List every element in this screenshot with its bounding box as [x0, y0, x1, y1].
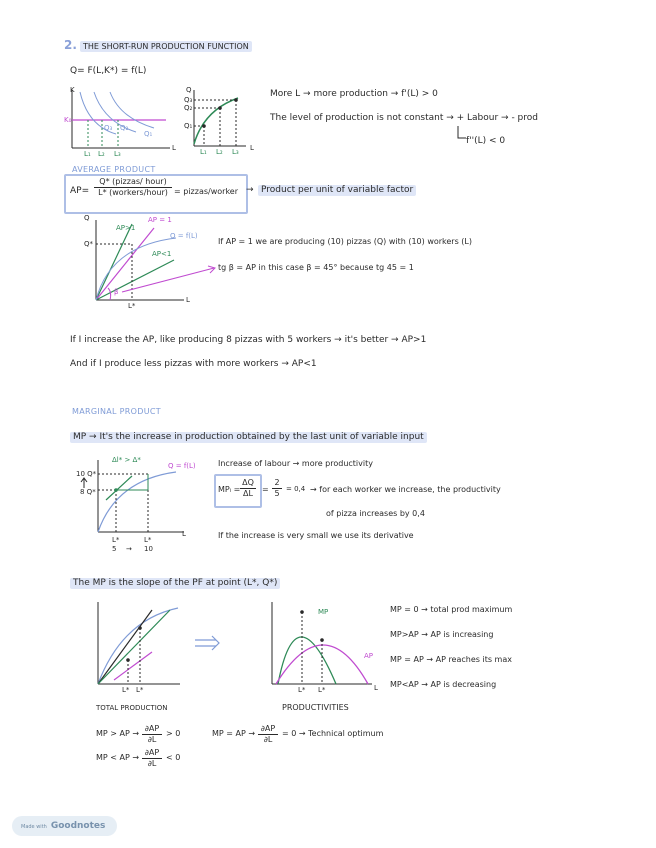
prod-l1: L* — [298, 686, 306, 694]
g1-k-axis: K — [70, 86, 75, 94]
g3-l-axis: L — [186, 296, 190, 304]
mp-example-den: 5 — [274, 489, 280, 498]
section-title: THE SHORT-RUN PRODUCTION FUNCTION — [80, 41, 252, 52]
ap-unit: = pizzas/worker — [174, 187, 238, 196]
deriv3-fraction — [258, 724, 278, 745]
deriv2-rhs: < 0 — [166, 753, 181, 762]
productivities-label: PRODUCTIVITIES — [282, 703, 349, 712]
g2-q2: Q₂ — [184, 104, 193, 112]
deriv3-rhs: = 0 → Technical optimum — [282, 729, 384, 738]
mp-example-num: 2 — [272, 478, 282, 489]
g3-q-axis: Q — [84, 214, 90, 222]
deriv1-lhs: MP > AP → — [96, 729, 140, 738]
ap-meaning: Product per unit of variable factor — [258, 185, 416, 196]
g2-l3: L₃ — [232, 148, 239, 156]
g1-l1: L₁ — [84, 150, 91, 158]
tp-curve — [98, 608, 178, 684]
mp-delta-l: ΔL — [243, 489, 253, 498]
deriv1-num: ∂AP — [142, 724, 162, 735]
g3-q-star: Q* — [84, 240, 94, 248]
g4-l2: L* — [144, 536, 152, 544]
note-more-l: More L → more production → f'(L) > 0 — [270, 89, 438, 99]
mp-delta-fraction — [240, 478, 256, 499]
g1-l-axis: L — [172, 144, 176, 152]
mp-derivative: If the increase is very small we use its derivative — [218, 531, 414, 540]
implies-arrow — [194, 636, 220, 650]
production-formula: Q= F(L,K*) = f(L) — [70, 66, 147, 76]
mp-curve-label: MP — [318, 608, 329, 616]
g1-q1: Q₁ — [144, 130, 153, 138]
ap-example-2: And if I produce less pizzas with more workers → AP<1 — [70, 359, 317, 369]
deriv3-lhs: MP = AP → — [212, 729, 256, 738]
ap-numerator: Q* (pizzas/ hour) — [94, 177, 172, 188]
g3-ap-eq: AP = 1 — [148, 216, 172, 224]
ap-arrow: → — [246, 185, 254, 195]
goodnotes-brand: Goodnotes — [50, 821, 106, 831]
mp-example-fraction — [272, 478, 282, 499]
g4-l-axis: L — [182, 530, 186, 538]
ap-lhs: AP= — [70, 186, 90, 196]
ap-example-1: If I increase the AP, like producing 8 pizzas with 5 workers → it's better → AP>1 — [70, 335, 427, 345]
g3-ap-lt: AP<1 — [152, 250, 172, 258]
g4-q-top: 10 Q* — [76, 470, 97, 478]
tp-l2: L* — [136, 686, 144, 694]
mp-q-curve — [98, 472, 176, 532]
beta-arrow — [120, 266, 218, 296]
note-ap-equals-1: If AP = 1 we are producing (10) pizzas (Q) with (10) workers (L) — [218, 237, 473, 246]
bracket-arrow — [456, 126, 468, 142]
note-second-derivative: f''(L) < 0 — [466, 136, 506, 146]
deriv2-den: ∂L — [147, 759, 157, 768]
pf-curve — [194, 98, 238, 144]
g4-l1: L* — [112, 536, 120, 544]
deriv1-fraction — [142, 724, 162, 745]
ap-denominator: L* (workers/hour) — [98, 188, 168, 197]
g4-l-from: 5 — [112, 545, 117, 553]
goodnotes-badge[interactable] — [12, 816, 117, 836]
g2-l2: L₂ — [216, 148, 223, 156]
average-product-label: AVERAGE PRODUCT — [72, 165, 156, 174]
isoquant-graph — [66, 86, 176, 156]
g4-q-mid: 8 Q* — [80, 488, 96, 496]
g1-q3: Q₃ — [104, 124, 113, 132]
g1-k-bar: K₀ — [64, 116, 72, 124]
mp-explain-1: → for each worker we increase, the productivity — [310, 485, 501, 494]
g4-up-arrow — [80, 478, 88, 490]
ap-curve-label: AP — [364, 652, 374, 660]
mp-formula-eq: = — [262, 485, 269, 494]
section-number: 2. — [64, 38, 77, 52]
mp-explain-2: of pizza increases by 0,4 — [326, 509, 425, 518]
g2-q3: Q₃ — [184, 96, 193, 104]
g2-q-axis: Q — [186, 86, 192, 94]
mp-example-result: = 0,4 — [286, 485, 306, 493]
g4-l-to: 10 — [144, 545, 153, 553]
deriv1-den: ∂L — [147, 735, 157, 744]
deriv2-fraction — [142, 748, 162, 769]
rule-mp-zero: MP = 0 → total prod maximum — [390, 605, 513, 614]
g3-l-star: L* — [128, 302, 136, 310]
slope-title: The MP is the slope of the PF at point (L*, Q*) — [70, 578, 280, 589]
g2-l1: L₁ — [200, 148, 207, 156]
production-function-graph — [186, 86, 250, 154]
rule-mp-lt-ap: MP<AP → AP is decreasing — [390, 680, 497, 689]
tp-l1: L* — [122, 686, 130, 694]
deriv3-den: ∂L — [263, 735, 273, 744]
deriv1-rhs: > 0 — [166, 729, 181, 738]
prod-l-axis: L — [374, 684, 378, 692]
mp-delta-q: ΔQ — [240, 478, 256, 489]
mp-increase-labour: Increase of labour → more productivity — [218, 459, 373, 468]
g2-l-axis: L — [250, 144, 254, 152]
g1-l2: L₂ — [98, 150, 105, 158]
marginal-product-label: MARGINAL PRODUCT — [72, 407, 161, 416]
rule-mp-gt-ap: MP>AP → AP is increasing — [390, 630, 494, 639]
mp-formula-lhs: MPₗ = — [218, 485, 241, 494]
deriv3-num: ∂AP — [258, 724, 278, 735]
note-tg-beta: tg β = AP in this case β = 45° because tg 45 = 1 — [218, 263, 414, 272]
prod-l2: L* — [318, 686, 326, 694]
deriv2-lhs: MP < AP → — [96, 753, 140, 762]
mp-definition: MP → It's the increase in production obtained by the last unit of variable input — [70, 432, 427, 443]
ap-fraction — [94, 177, 172, 198]
rule-mp-eq-ap: MP = AP → AP reaches its max — [390, 655, 512, 664]
g4-curve: Q = f(L) — [168, 462, 196, 470]
g3-ap-gt: AP>1 — [116, 224, 136, 232]
deriv2-num: ∂AP — [142, 748, 162, 759]
g2-q1: Q₁ — [184, 122, 193, 130]
total-production-label: TOTAL PRODUCTION — [96, 704, 168, 712]
g1-l3: L₃ — [114, 150, 121, 158]
note-production-level: The level of production is not constant → + Labour → - prod — [270, 113, 538, 123]
tangent-line — [106, 476, 132, 500]
g4-delta: Δl* > Δ* — [112, 456, 141, 464]
g3-beta: β — [114, 288, 119, 296]
g3-curve: Q = f(L) — [170, 232, 198, 240]
mp-curve — [278, 637, 336, 684]
total-production-graph — [92, 600, 184, 692]
g4-arrow: → — [126, 545, 132, 553]
made-with-text: Made with — [21, 824, 47, 830]
g1-q2: Q₂ — [120, 124, 129, 132]
